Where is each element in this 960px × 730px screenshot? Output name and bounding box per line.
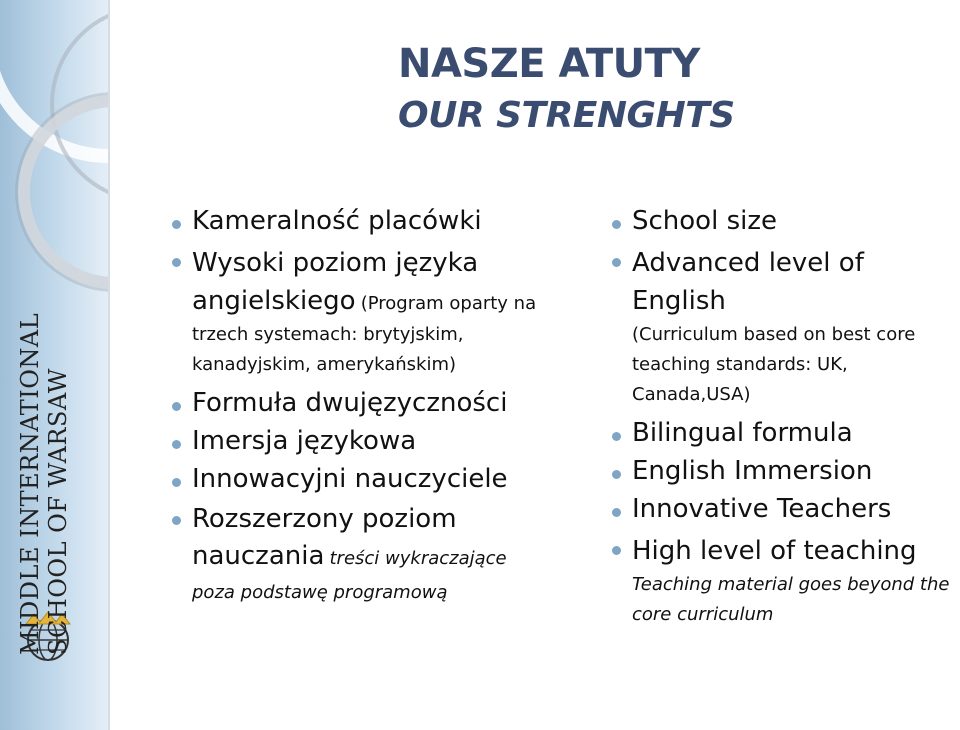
bullet-icon [612, 546, 621, 555]
item-label: Imersja językowa [192, 426, 417, 456]
list-item [170, 206, 540, 236]
item-label: English Immersion [632, 456, 873, 486]
list-item [170, 464, 540, 494]
list-item [610, 418, 960, 448]
item-label: Rozszerzony poziom nauczania [192, 504, 457, 571]
bullet-icon [172, 258, 181, 267]
item-detail: treści wykraczające poza podstawę programową [192, 548, 507, 603]
item-label: Innovative Teachers [632, 494, 892, 524]
logo-line-1: MIDDLE INTERNATIONAL [16, 312, 44, 655]
bullet-icon [172, 440, 181, 449]
list-item [170, 388, 540, 418]
bullet-icon [172, 220, 181, 229]
bullet-icon [612, 258, 621, 267]
school-logo-text [18, 313, 70, 655]
item-label: Kameralność placówki [192, 206, 482, 236]
list-item [170, 426, 540, 456]
list-item [610, 532, 960, 630]
item-detail: (Program oparty na trzech systemach: brytyjskim, kanadyjskim, amerykańskim) [192, 293, 537, 375]
item-label: Wysoki poziom języka angielskiego [192, 248, 479, 316]
item-label: High level of teaching [632, 536, 917, 566]
item-label: Formuła dwujęzyczności [192, 388, 508, 418]
decorative-sidebar [0, 0, 110, 730]
polish-strengths-list [170, 206, 540, 618]
bullet-icon [612, 470, 621, 479]
item-detail: (Curriculum based on best core teaching standards: UK, Canada,USA) [632, 324, 916, 405]
slide-title: NASZE ATUTY [398, 41, 700, 87]
bullet-icon [612, 432, 621, 441]
list-item [170, 244, 540, 380]
item-label: School size [632, 206, 777, 236]
item-label: Advanced level of English [632, 248, 864, 316]
bullet-icon [172, 402, 181, 411]
english-strengths-list [610, 206, 960, 638]
item-detail: Teaching material goes beyond the core curriculum [632, 574, 950, 625]
bullet-icon [172, 478, 181, 487]
item-label: Bilingual formula [632, 418, 853, 448]
slide-subtitle: OUR STRENGHTS [398, 95, 735, 136]
list-item [610, 494, 960, 524]
list-item [610, 206, 960, 236]
list-item [610, 244, 960, 410]
bullet-icon [172, 516, 181, 525]
logo-line-2: SCHOOL OF WARSAW [44, 368, 72, 655]
bullet-icon [612, 220, 621, 229]
list-item [170, 502, 540, 610]
list-item [610, 456, 960, 486]
bullet-icon [612, 508, 621, 517]
item-label: Innowacyjni nauczyciele [192, 464, 508, 494]
